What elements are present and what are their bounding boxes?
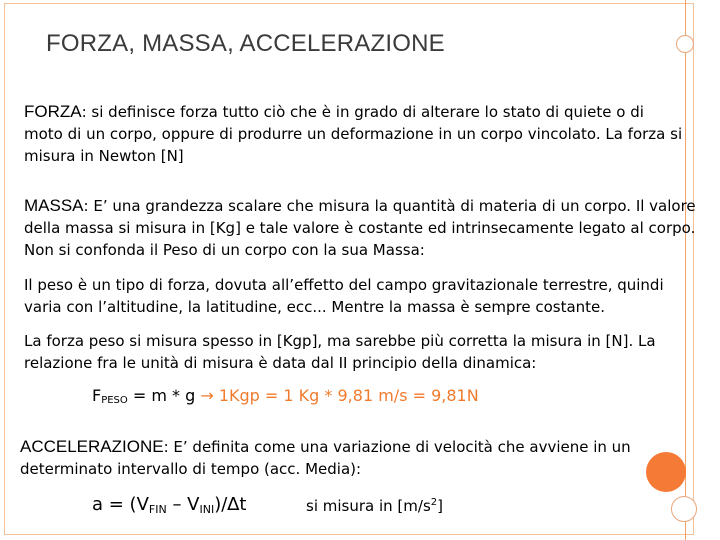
massa-definition (24, 195, 714, 261)
formula-end: )/∆t (214, 494, 247, 515)
forza-term: FORZA (24, 102, 82, 121)
accelerazione-definition (20, 436, 680, 480)
peso-formula (92, 386, 479, 406)
unit-note-close: ] (437, 497, 443, 515)
acceleration-formula (92, 494, 246, 516)
accelerazione-term: ACCELERAZIONE (20, 437, 164, 456)
forza-text: : si definisce forza tutto ciò che è in grado di alterare lo stato di quiete o di moto di un corpo, oppure di produrre un deformazione in un corpo vincolato. La forza si misura in Newton [N] (24, 103, 683, 165)
slide-title: FORZA, MASSA, ACCELERAZIONE (46, 30, 445, 57)
massa-text: : E’ una grandezza scalare che misura la quantità di materia di un corpo. Il valore della massa si misura in [Kg] e tale valore è costante ed intrinsecamente legato al corpo. Non si confonda il Peso di un corpo con la sua Massa: (24, 197, 696, 259)
formula-result: 1Kgp = 1 Kg * 9,81 m/s = 9,81N (213, 386, 479, 405)
forza-peso-paragraph: La forza peso si misura spesso in [Kgp], ma sarebbe più corretta la misura in [N]. La relazione fra le unità di misura è data dal II principio della dinamica: (24, 332, 656, 372)
decorative-line (685, 0, 686, 540)
decorative-circle-bottom (671, 496, 697, 522)
peso-paragraph: Il peso è un tipo di forza, dovuta all’effetto del campo gravitazionale terrestre, quindi varia con l’altitudine, la latitudine, ecc... Mentre la massa è sempre costante. (24, 276, 664, 316)
unit-note (306, 497, 443, 515)
massa-term: MASSA (24, 196, 84, 215)
unit-note-text: si misura in [m/s (306, 497, 431, 515)
forza-definition (24, 101, 684, 167)
formula-sub-fin: FIN (148, 503, 167, 516)
arrow-icon: → (200, 386, 214, 405)
formula-mid: – V (166, 494, 200, 515)
formula-rest: = m * g (127, 386, 201, 405)
formula-f-subscript: PESO (101, 395, 128, 406)
formula-sub-ini: INI (199, 503, 215, 516)
unit-note-exponent: 2 (430, 497, 438, 508)
accelerazione-text: : E’ definita come una variazione di velocità che avviene in un determinato intervallo di tempo (acc. Media): (20, 438, 631, 478)
decorative-circle-top (676, 35, 694, 53)
formula-a: a = (V (92, 494, 149, 515)
formula-f: F (92, 386, 102, 405)
